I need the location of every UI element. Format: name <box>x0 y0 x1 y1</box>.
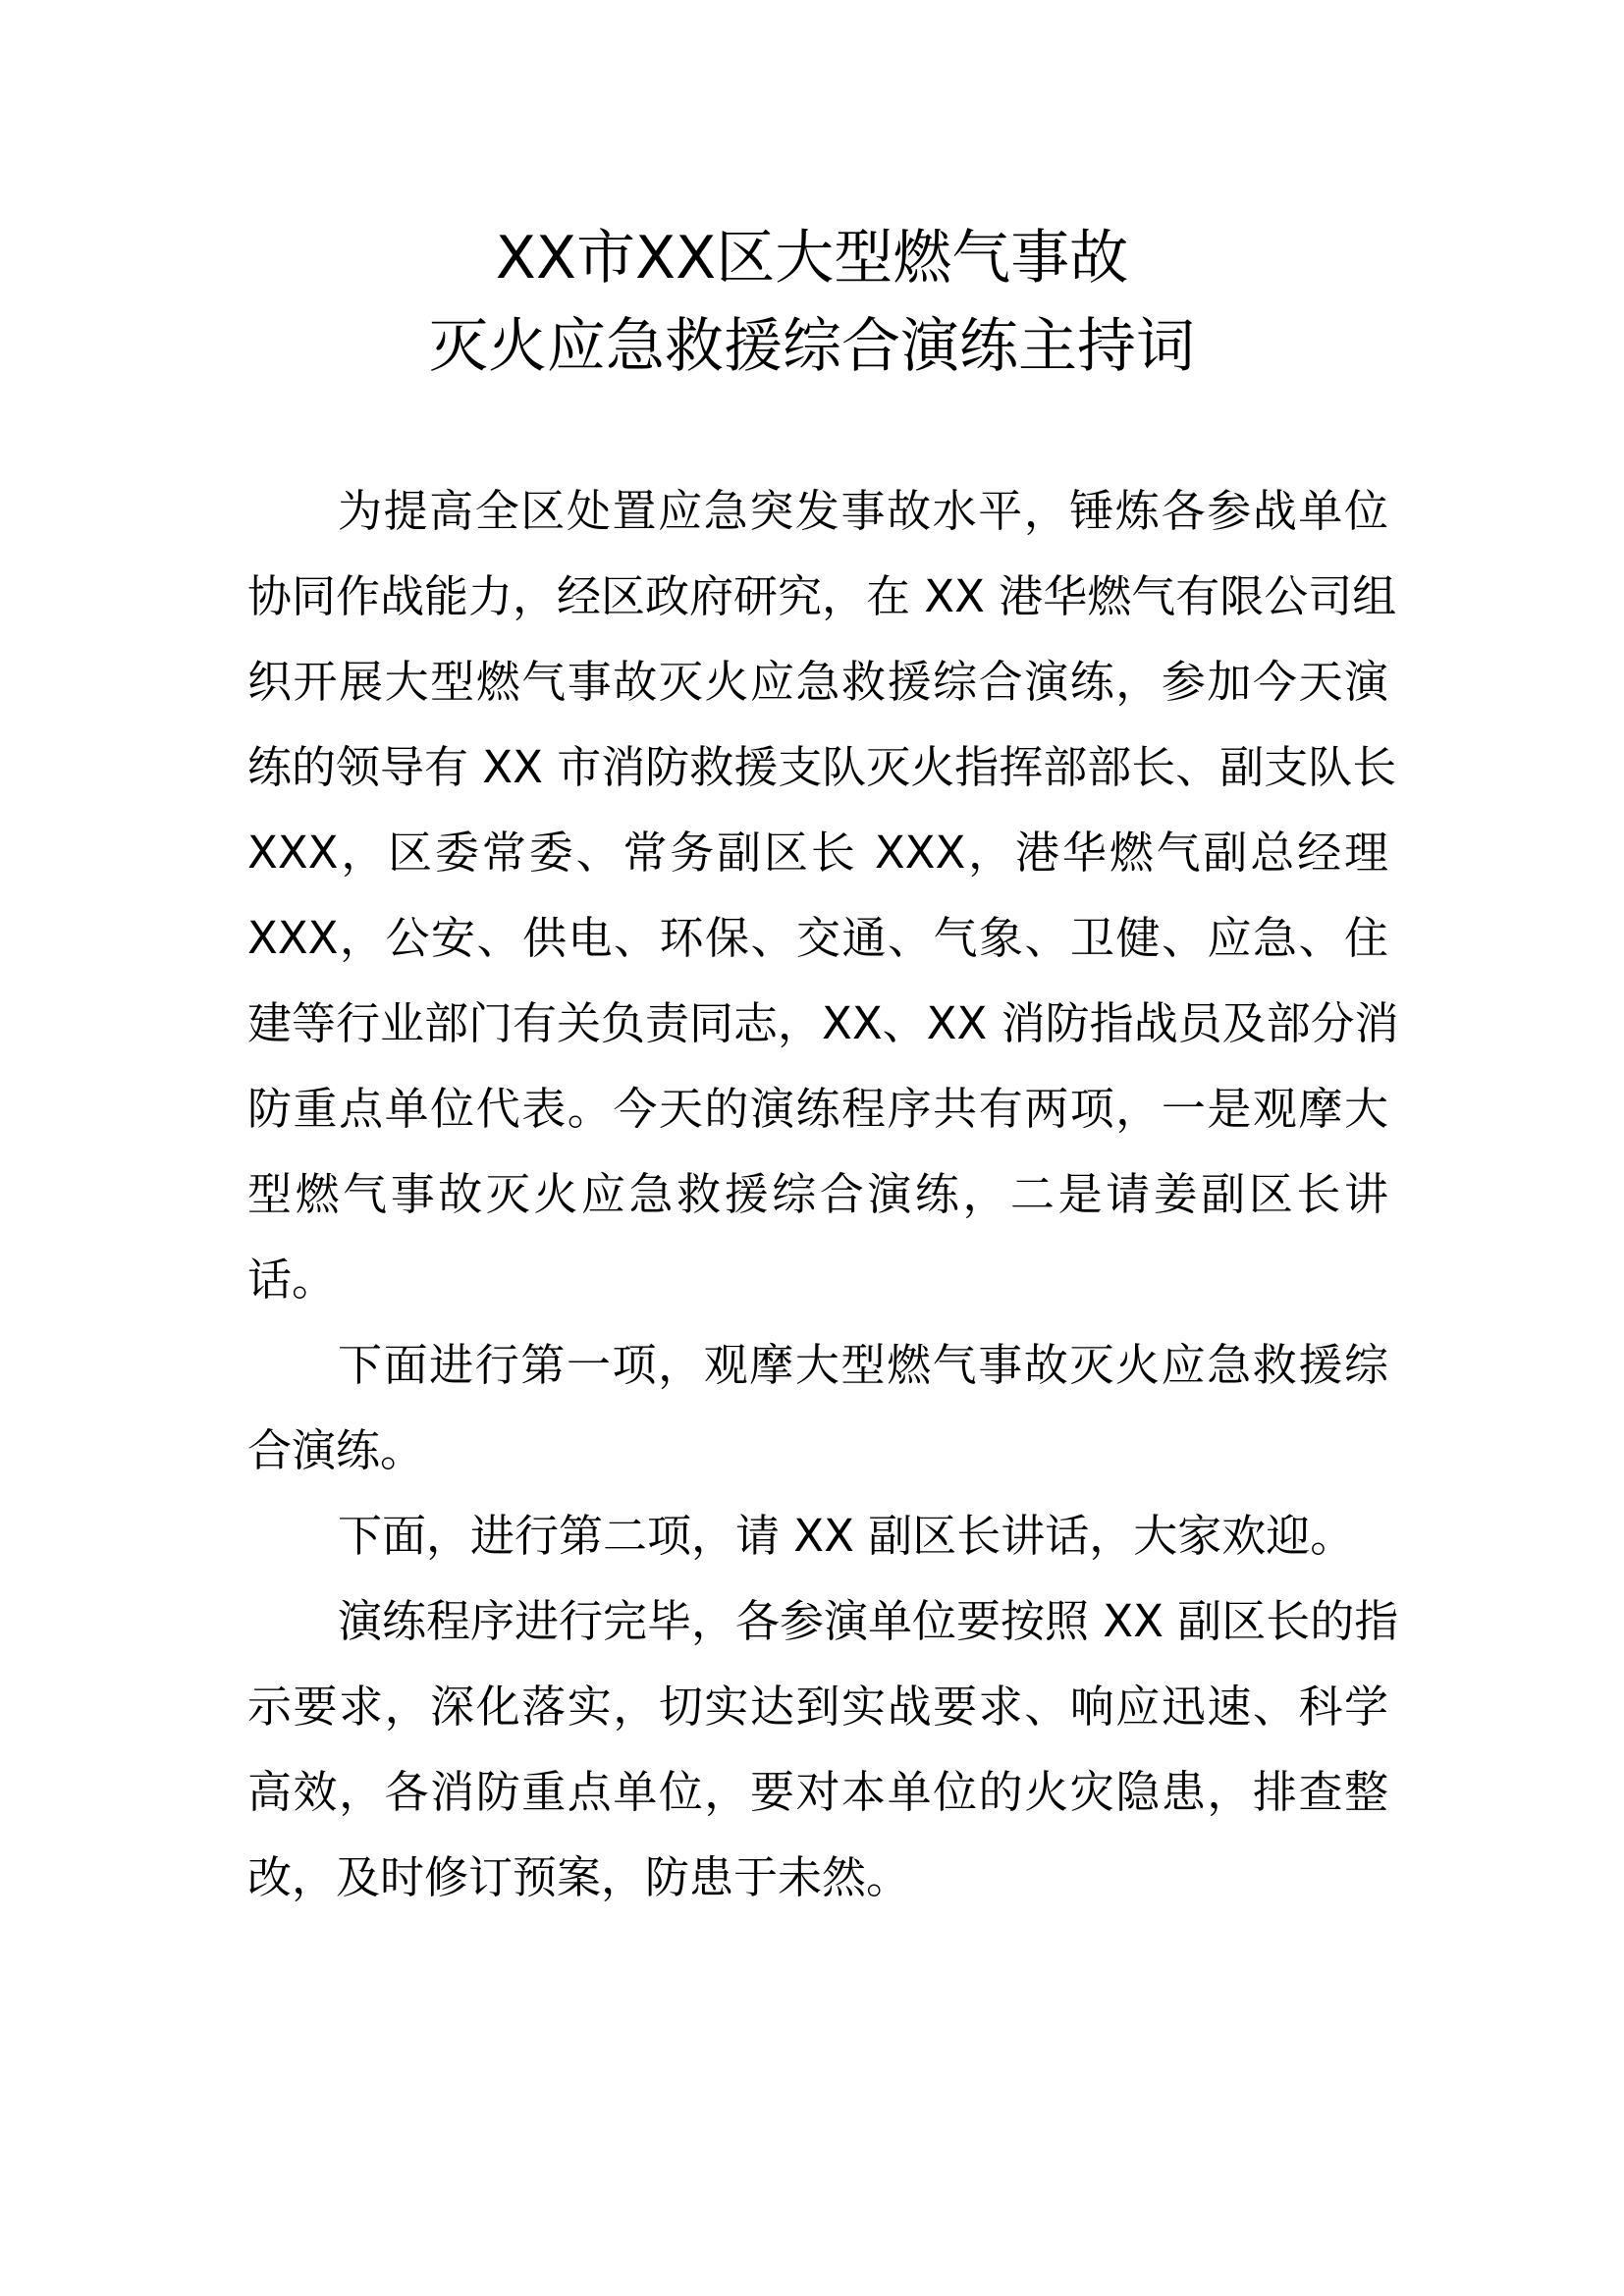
paragraph-line: 织开展大型燃气事故灭火应急救援综合演练，参加今天演 <box>247 656 1388 708</box>
paragraph-line: 示要求，深化落实，切实达到实战要求、响应迅速、科学 <box>247 1681 1388 1733</box>
paragraph <box>247 1493 1388 1578</box>
paragraph <box>247 468 1399 1322</box>
paragraph <box>247 1322 1388 1493</box>
paragraph-line: 防重点单位代表。今天的演练程序共有两项，一是观摩大 <box>247 1083 1388 1135</box>
paragraph-line: 演练程序进行完毕，各参演单位要按照 XX 副区长的指 <box>338 1595 1399 1647</box>
paragraph-line: 合演练。 <box>247 1424 425 1476</box>
paragraph-line: 为提高全区处置应急突发事故水平，锤炼各参战单位 <box>338 485 1388 537</box>
paragraph-line: XXX，公安、供电、环保、交通、气象、卫健、应急、住 <box>247 912 1388 964</box>
document-body <box>247 468 1399 1920</box>
paragraph-line: 协同作战能力，经区政府研究，在 XX 港华燃气有限公司组 <box>247 570 1397 622</box>
document-title-line-1: XX市XX区大型燃气事故 <box>495 224 1129 293</box>
paragraph-line: 练的领导有 XX 市消防救援支队灭火指挥部部长、副支队长 <box>247 741 1397 793</box>
paragraph-line: 改，及时修订预案，防患于未然。 <box>247 1851 911 1903</box>
paragraph-line: 型燃气事故灭火应急救援综合演练，二是请姜副区长讲 <box>247 1168 1388 1220</box>
paragraph-line: 高效，各消防重点单位，要对本单位的火灾隐患，排查整 <box>247 1766 1388 1818</box>
paragraph <box>247 1578 1399 1920</box>
paragraph-line: 建等行业部门有关负责同志，XX、XX 消防指战员及部分消 <box>247 997 1399 1049</box>
paragraph-line: 下面进行第一项，观摩大型燃气事故灭火应急救援综 <box>338 1339 1388 1391</box>
document-title-line-2: 灭火应急救援综合演练主持词 <box>429 312 1195 381</box>
paragraph-line: XXX，区委常委、常务副区长 XXX，港华燃气副总经理 <box>247 827 1388 879</box>
paragraph-line: 话。 <box>247 1254 337 1306</box>
paragraph-line: 下面，进行第二项，请 XX 副区长讲话，大家欢迎。 <box>338 1510 1355 1562</box>
